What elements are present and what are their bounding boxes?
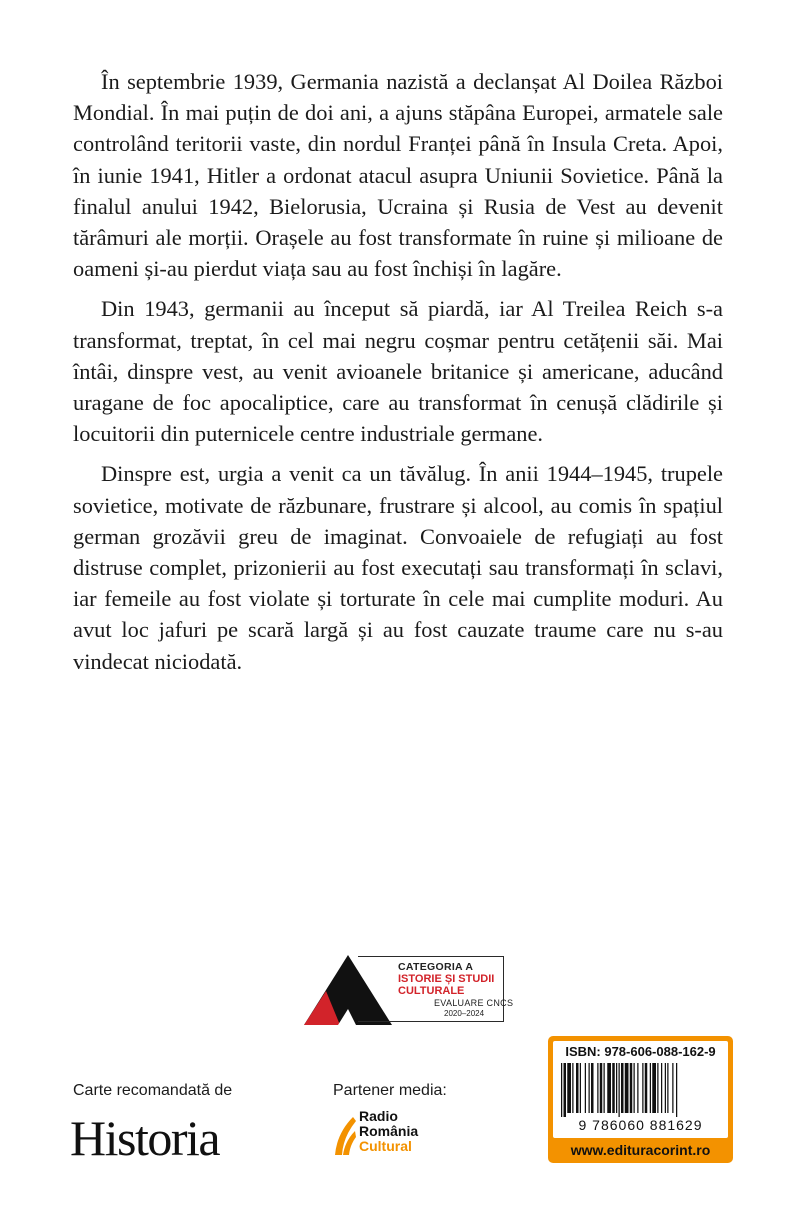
barcode-bar bbox=[572, 1063, 573, 1113]
barcode-bar bbox=[576, 1063, 579, 1113]
barcode-bar bbox=[676, 1063, 677, 1117]
cncs-category: CATEGORIA A bbox=[398, 961, 474, 973]
blurb-paragraph-1: În septembrie 1939, Germania nazistă a declanșat Al Doilea Război Mondial. În mai puțin de doi ani, a ajuns stăpâna Europei, armatele sale controlând teritorii vaste, din nordul Franței până în Insula Creta. Apoi, în iunie 1941, Hitler a ordonat atacul asupra Uniunii Sovietice. Până la finalul anului 1942, Bielorusia, Ucraina și Rusia de Vest au devenit tărâmuri ale morții. Orașele au fost transformate în ruine și milioane de oameni și-au pierdut viața sau au fost închiși în lagăre. bbox=[73, 69, 723, 282]
cncs-badge-frame bbox=[358, 956, 514, 1022]
cncs-category-badge bbox=[300, 951, 514, 1021]
barcode-bar bbox=[661, 1063, 662, 1113]
barcode-bar bbox=[597, 1063, 598, 1113]
isbn-label: ISBN: 978-606-088-162-9 bbox=[565, 1044, 716, 1059]
barcode-bar bbox=[589, 1063, 590, 1113]
barcode-bar bbox=[621, 1063, 624, 1113]
barcode-bar bbox=[619, 1063, 620, 1117]
cncs-evaluation: EVALUARE CNCS bbox=[434, 998, 514, 1008]
barcode-bar bbox=[564, 1063, 567, 1117]
barcode-bar bbox=[604, 1063, 605, 1113]
back-cover-blurb bbox=[73, 66, 723, 686]
barcode-bar bbox=[672, 1063, 673, 1113]
barcode-bar bbox=[637, 1063, 638, 1113]
barcode-bar bbox=[645, 1063, 648, 1113]
barcode-bar bbox=[667, 1063, 668, 1113]
barcode-bar bbox=[634, 1063, 635, 1113]
radio-waves-icon bbox=[333, 1111, 357, 1157]
barcode-bar bbox=[665, 1063, 666, 1113]
cncs-field-line1: ISTORIE ȘI STUDII bbox=[398, 973, 495, 985]
radio-name-line2: România bbox=[359, 1123, 419, 1139]
barcode-bar bbox=[650, 1063, 651, 1113]
radio-name-line3: Cultural bbox=[359, 1138, 412, 1154]
barcode-bar bbox=[616, 1063, 617, 1113]
barcode-bar bbox=[600, 1063, 603, 1113]
barcode-bar bbox=[580, 1063, 581, 1113]
barcode-bar bbox=[625, 1063, 629, 1113]
blurb-paragraph-2: Din 1943, germanii au început să piardă, iar Al Treilea Reich s-a transformat, treptat, în cel mai negru coșmar pentru cetățenii săi. Mai întâi, dinspre vest, au venit avioanele britanice și americane, aducând uragane de foc apocaliptice, care au transformat în cenușă clădirile și locuitorii din puternicele centre industriale germane. bbox=[73, 296, 723, 447]
radio-romania-cultural-logo bbox=[333, 1109, 463, 1157]
barcode-bar bbox=[642, 1063, 643, 1113]
barcode-bar bbox=[591, 1063, 594, 1113]
barcode-bars bbox=[559, 1063, 722, 1117]
barcode-bar bbox=[585, 1063, 586, 1113]
cncs-field-line2: CULTURALE bbox=[398, 985, 465, 997]
barcode-bar bbox=[652, 1063, 656, 1113]
barcode-bar bbox=[607, 1063, 611, 1113]
cncs-period: 2020–2024 bbox=[444, 1009, 485, 1018]
barcode-bar bbox=[567, 1063, 571, 1113]
blurb-paragraph-3: Dinspre est, urgia a venit ca un tăvălug. În anii 1944–1945, trupele sovietice, motivate de răzbunare, frustrare și alcool, au comis în spațiul german grozăvii greu de imaginat. Convoaiele de refugiați au fost distruse complet, prizonierii au fost executați sau transformați în sclavi, iar femeile au fost violate și torturate în cele mai cumplite moduri. Au avut loc jafuri pe scară largă și au fost cauzate traume care nu s-au vindecat niciodată. bbox=[73, 461, 723, 674]
media-partner-label: Partener media: bbox=[333, 1082, 447, 1099]
publisher-website: www.edituracorint.ro bbox=[570, 1142, 711, 1158]
historia-logo: Historia bbox=[70, 1110, 220, 1166]
barcode-panel bbox=[553, 1041, 728, 1138]
barcode-digits: 9 786060 881629 bbox=[578, 1117, 703, 1133]
recommendation-label: Carte recomandată de bbox=[73, 1082, 233, 1099]
barcode-bar bbox=[630, 1063, 633, 1113]
isbn-barcode-block bbox=[548, 1036, 733, 1163]
radio-name-line1: Radio bbox=[359, 1108, 398, 1124]
barcode-bar bbox=[657, 1063, 658, 1113]
barcode-bar bbox=[612, 1063, 615, 1113]
barcode-bar bbox=[561, 1063, 562, 1117]
